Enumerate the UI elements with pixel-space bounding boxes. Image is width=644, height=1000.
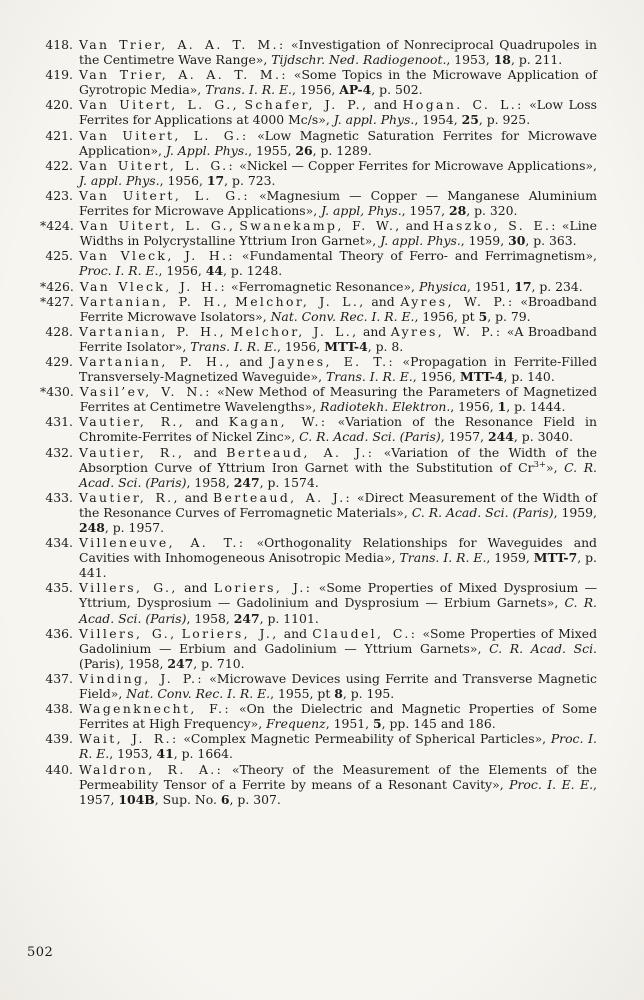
reference-entry [40,294,597,324]
reference-entry [40,671,597,701]
reference-number: 429. [45,353,73,369]
reference-list [40,37,597,807]
reference-number: 434. [45,535,73,551]
reference-number: *424. [40,218,74,234]
reference-text: Van Uitert, L. G.: «Magnesium — Copper — Manganese Aluminium Ferrites for Microwave Applications», J. appl, Phys., 1957, 28, p. 320. [79,187,597,219]
reference-entry [40,128,597,158]
reference-entry [40,414,597,444]
reference-entry [40,490,597,535]
reference-text: Wait, J. R.: «Complex Magnetic Permeability of Spherical Particles», Proc. I. R. E., 1953, 41, p. 1664. [79,731,597,762]
reference-number: 421. [45,127,73,143]
reference-number: 437. [45,670,73,686]
reference-text: Vartanian, P. H., Melchor, J. L., and Ayres, W. P.: «Broadband Ferrite Microwave Isolators», Nat. Conv. Rec. I. R. E., 1956, pt 5, p. 79. [79,293,597,324]
reference-entry [40,97,597,127]
reference-text: Waldron, R. A.: «Theory of the Measurement of the Elements of the Permeability Tensor of a Ferrite by means of a Resonant Cavity», Proc. I. E. E., 1957, 104B, Sup. No. 6, p. 307. [79,761,597,807]
reference-entry [40,626,597,671]
reference-number: 428. [45,323,73,339]
reference-text: Wagenknecht, F.: «On the Dielectric and Magnetic Properties of Some Ferrites at High Frequency», Frequenz, 1951, 5, pp. 145 and 186. [79,701,597,732]
reference-text: Vartanian, P. H., Melchor, J. L., and Ayres, W. P.: «A Broadband Ferrite Isolator», Trans. I. R. E., 1956, MTT-4, p. 8. [79,323,597,354]
reference-entry [40,279,597,294]
reference-entry [40,580,597,625]
reference-entry [40,762,597,807]
reference-entry [40,731,597,761]
reference-entry [40,67,597,97]
reference-entry [40,535,597,580]
reference-number: *427. [40,293,74,309]
reference-text: Vautier, R., and Kagan, W.: «Variation of the Resonance Field in Chromite-Ferrites of Nickel Zinc», C. R. Acad. Sci. (Paris), 1957, 244, p. 3040. [79,414,597,445]
reference-entry [40,354,597,384]
reference-text: Villers, G., Loriers, J., and Claudel, C.: «Some Properties of Mixed Gadolinium — Erbium and Gadolinium — Yttrium Garnets», C. R. Acad. Sci. (Paris), 1958, 247, p. 710. [79,625,598,671]
reference-entry [40,701,597,731]
reference-text: Vasil’ev, V. N.: «New Method of Measuring the Parameters of Magnetized Ferrites at Centimetre Wavelengths», Radiotekh. Elektron., 1956, 1, p. 1444. [79,384,597,415]
reference-number: 418. [45,37,73,52]
reference-number: 438. [45,701,73,717]
reference-number: 419. [45,67,73,83]
reference-text: Vinding, J. P.: «Microwave Devices using Ferrite and Transverse Magnetic Field», Nat. Conv. Rec. I. R. E., 1955, pt 8, p. 195. [79,670,597,702]
reference-text: Villeneuve, A. T.: «Orthogonality Relationships for Waveguides and Cavities with Inhomogeneous Anisotropic Media», Trans. I. R. E., 1959, MTT-7, p. 441. [79,535,597,581]
reference-number: 439. [45,731,73,747]
reference-text: Vautier, R., and Berteaud, A. J.: «Variation of the Width of the Absorption Curve of Yttrium Iron Garnet with the Substitution of $Cr^{3+}$», C. R. Acad. Sci. (Paris), 1958, 247, p. 1574. [79,444,597,490]
reference-number: 422. [45,157,73,173]
reference-number: 432. [45,444,73,460]
reference-entry [40,248,597,278]
reference-entry [40,158,597,188]
reference-number: 431. [45,414,73,430]
reference-text: Van Uitert, L. G., Swanekamp, F. W., and Haszko, S. E.: «Line Widths in Polycrystalline Yttrium Iron Garnet», J. appl. Phys., 1959, 30, p. 363. [79,218,597,249]
reference-text: Van Uitert, L. G., Schafer, J. P., and Hogan. C. L.: «Low Loss Ferrites for Applications at 4000 Mc/s», J. appl. Phys., 1954, 25, p. 925. [79,97,597,128]
reference-entry [40,384,597,414]
reference-entry [40,188,597,218]
reference-number: 423. [45,187,73,203]
reference-number: 433. [45,489,73,505]
reference-text: Villers, G., and Loriers, J.: «Some Properties of Mixed Dysprosium — Yttrium, Dysprosium — Gadolinium and Dysprosium — Erbium Garnets», C. R. Acad. Sci. (Paris), 1958, 247, p. 1101. [79,580,598,626]
reference-entry [40,324,597,354]
reference-number: *426. [40,278,74,294]
page-number: 502 [27,945,54,960]
reference-text: Vautier, R., and Berteaud, A. J.: «Direct Measurement of the Width of the Resonance Curves of Ferromagnetic Materials», C. R. Acad. Sci. (Paris), 1959, 248, p. 1957. [79,489,597,535]
reference-number: 440. [45,761,73,777]
reference-entry [40,445,597,490]
reference-number: 435. [45,580,73,596]
reference-text: Van Vleck, J. H.: «Fundamental Theory of Ferro- and Ferrimagnetism», Proc. I. R. E., 1956, 44, p. 1248. [79,248,597,279]
reference-text: Van Uitert, L. G.: «Low Magnetic Saturation Ferrites for Microwave Application», J. Appl. Phys., 1955, 26, p. 1289. [79,127,597,158]
reference-text: Van Uitert, L. G.: «Nickel — Copper Ferrites for Microwave Applications», J. appl. Phys., 1956, 17, p. 723. [79,157,597,188]
reference-number: 420. [45,97,73,113]
reference-text: Van Trier, A. A. T. M.: «Some Topics in the Microwave Application of Gyrotropic Media», Trans. I. R. E., 1956, AP-4, p. 502. [79,67,597,98]
reference-entry [40,37,597,67]
reference-number: *430. [40,384,74,400]
reference-text: Van Trier, A. A. T. M.: «Investigation of Nonreciprocal Quadrupoles in the Centimetre Wave Range», Tijdschr. Ned. Radiogenoot., 1953, 18, p. 211. [79,37,597,68]
reference-number: 425. [45,248,73,264]
reference-entry [40,218,597,248]
reference-text: Van Vleck, J. H.: «Ferromagnetic Resonance», Physica, 1951, 17, p. 234. [79,278,583,294]
reference-text: Vartanian, P. H., and Jaynes, E. T.: «Propagation in Ferrite-Filled Transversely-Magnetized Waveguide», Trans. I. R. E., 1956, MTT-4, p. 140. [79,353,598,385]
reference-number: 436. [45,625,73,641]
